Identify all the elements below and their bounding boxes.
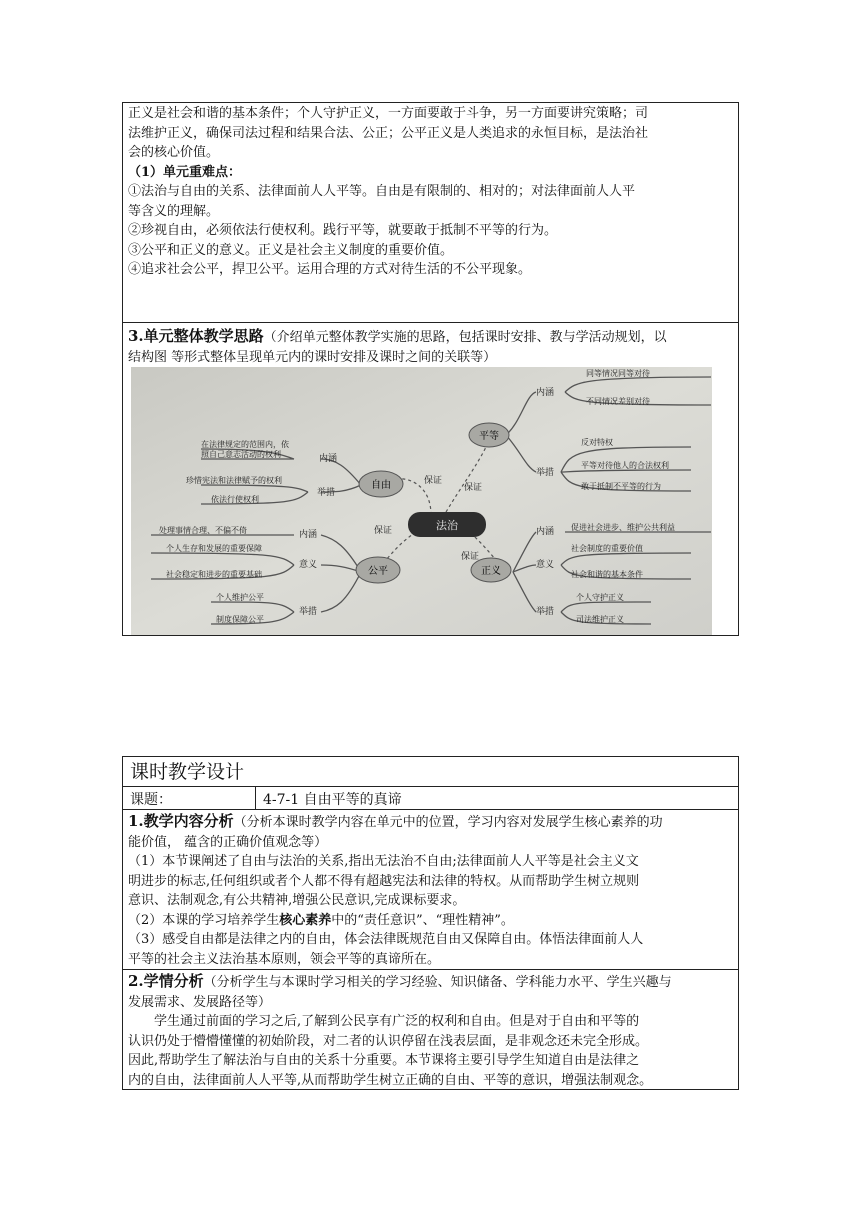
- lesson-design-table: [122, 756, 739, 1090]
- node-fairness: 公平: [368, 566, 388, 577]
- leaf-label: 照自己意志活动的权利: [201, 450, 281, 459]
- content-line: （1）本节课阐述了自由与法治的关系,指出无法治不自由;法律面前人人平等是社会主义文: [128, 854, 639, 869]
- content-note: （分析本课时教学内容在单元中的位置，学习内容对发展学生核心素养的功: [233, 815, 663, 830]
- student-line: 认识仍处于懵懵懂懂的初始阶段，对二者的认识停留在浅表层面，是非观念还未完全形成。: [128, 1033, 649, 1049]
- edge-label: 保证: [461, 552, 480, 562]
- edge-label: 保证: [424, 476, 443, 486]
- student-heading: 2.学情分析: [128, 972, 204, 990]
- leaf-label: 促进社会进步、维护公共利益: [571, 523, 675, 532]
- leaf-label: 制度保障公平: [216, 615, 264, 624]
- topic-label: 课题：: [130, 792, 172, 808]
- leaf-label: 珍惜宪法和法律赋予的权利: [186, 476, 282, 485]
- edge-label: 保证: [464, 483, 483, 493]
- unit-table: [122, 102, 739, 636]
- branch-label: 内涵: [319, 454, 338, 464]
- content-text: （2）本课的学习培养学生: [128, 912, 280, 928]
- core-literacy-emphasis: 核心素养: [279, 912, 332, 928]
- column-divider: [255, 787, 256, 809]
- leaf-label: 社会和谐的基本条件: [571, 570, 643, 579]
- content-heading: 1.教学内容分析: [128, 812, 234, 830]
- unit-overview-cell: [123, 103, 738, 323]
- leaf-label: 敢于抵制不平等的行为: [581, 482, 661, 491]
- node-freedom: 自由: [371, 480, 391, 491]
- leaf-label: 反对特权: [581, 438, 613, 447]
- leaf-label: 同等情况同等对待: [586, 369, 650, 378]
- branch-label: 意义: [299, 560, 318, 570]
- key-point-line: ④追求社会公平，捍卫公平。运用合理的方式对待生活的不公平现象。: [128, 262, 532, 277]
- content-analysis-cell: [123, 810, 738, 970]
- branch-label: 内涵: [536, 388, 555, 398]
- leaf-label: 个人守护正义: [576, 593, 624, 602]
- content-line: 意识、法制观念,有公共精神,增强公民意识,完成课标要求。: [128, 893, 466, 908]
- leaf-label: 在法律规定的范围内，依: [201, 440, 289, 449]
- lesson-design-title: 课时教学设计: [123, 757, 738, 787]
- key-point-line: ②珍视自由，必须依法行使权利。践行平等，就要敢于抵制不平等的行为。: [128, 223, 558, 238]
- leaf-label: 社会制度的重要价值: [571, 544, 643, 553]
- leaf-label: 处理事情合理、不偏不倚: [159, 526, 247, 535]
- content-line: [128, 911, 735, 931]
- leaf-label: 个人维护公平: [216, 593, 264, 602]
- branch-label: 内涵: [536, 527, 555, 537]
- node-justice: 正义: [481, 566, 501, 577]
- intro-line: 法维护正义，确保司法过程和结果合法、公正；公平正义是人类追求的永恒目标，是法治社: [128, 125, 649, 141]
- leaf-label: 个人生存和发展的重要保障: [166, 544, 262, 553]
- key-points-heading: （1）单元重难点：: [128, 164, 242, 180]
- leaf-label: 依法行使权利: [211, 495, 259, 504]
- center-label: 法治: [436, 519, 458, 532]
- branch-label: 举措: [299, 607, 318, 617]
- content-line: 明进步的标志,任何组织或者个人都不得有超越宪法和法律的特权。从而帮助学生树立规则: [128, 873, 640, 889]
- student-line: 内的自由，法律面前人人平等,从而帮助学生树立正确的自由、平等的意识，增强法制观念。: [128, 1072, 653, 1088]
- student-line: 因此,帮助学生了解法治与自由的关系十分重要。本节课将主要引导学生知道自由是法律之: [128, 1053, 640, 1068]
- student-note: （分析学生与本课时学习相关的学习经验、知识储备、学科能力水平、学生兴趣与: [203, 975, 672, 990]
- intro-line: 会的核心价值。: [128, 145, 220, 160]
- topic-value: 4-7-1 自由平等的真谛: [263, 792, 402, 808]
- key-point-line: ①法治与自由的关系、法律面前人人平等。自由是有限制的、相对的；对法律面前人人平: [128, 184, 636, 199]
- unit-thinking-heading: 3.单元整体教学思路: [128, 327, 264, 345]
- content-note: 能价值， 蕴含的正确价值观念等）: [128, 834, 328, 850]
- branch-label: 内涵: [299, 530, 318, 540]
- student-analysis-cell: [123, 970, 738, 1091]
- key-point-line: 等含义的理解。: [128, 203, 220, 219]
- topic-row: [123, 787, 738, 810]
- edge-label: 保证: [374, 526, 393, 536]
- leaf-label: 平等对待他人的合法权利: [581, 461, 669, 470]
- student-line: 学生通过前面的学习之后,了解到公民享有广泛的权利和自由。但是对于自由和平等的: [154, 1014, 640, 1029]
- content-line: （3）感受自由都是法律之内的自由，体会法律既规范自由又保障自由。体悟法律面前人人: [128, 932, 644, 947]
- branch-label: 意义: [536, 560, 555, 570]
- branch-label: 举措: [536, 468, 555, 478]
- unit-thinking-cell: [123, 323, 738, 635]
- leaf-label: 社会稳定和进步的重要基础: [166, 570, 262, 579]
- unit-thinking-note: （介绍单元整体教学实施的思路，包括课时安排、教与学活动规划，以: [263, 330, 667, 345]
- content-text: 中的“责任意识”、“理性精神”。: [331, 912, 514, 928]
- intro-line: 正义是社会和谐的基本条件；个人守护正义，一方面要敢于斗争，另一方面要讲究策略；司: [128, 106, 649, 121]
- unit-thinking-note: 结构图 等形式整体呈现单元内的课时安排及课时之间的关联等）: [128, 349, 497, 365]
- mind-map-photo: [131, 367, 712, 635]
- branch-label: 举措: [536, 607, 555, 617]
- branch-label: 举措: [317, 488, 336, 498]
- leaf-label: 司法维护正义: [576, 615, 624, 624]
- node-equality: 平等: [479, 431, 499, 442]
- student-note: 发展需求、发展路径等）: [128, 994, 272, 1010]
- key-point-line: ③公平和正义的意义。正义是社会主义制度的重要价值。: [128, 242, 454, 258]
- leaf-label: 不同情况差别对待: [586, 397, 650, 406]
- content-line: 平等的社会主义法治基本原则，领会平等的真谛所在。: [128, 951, 441, 967]
